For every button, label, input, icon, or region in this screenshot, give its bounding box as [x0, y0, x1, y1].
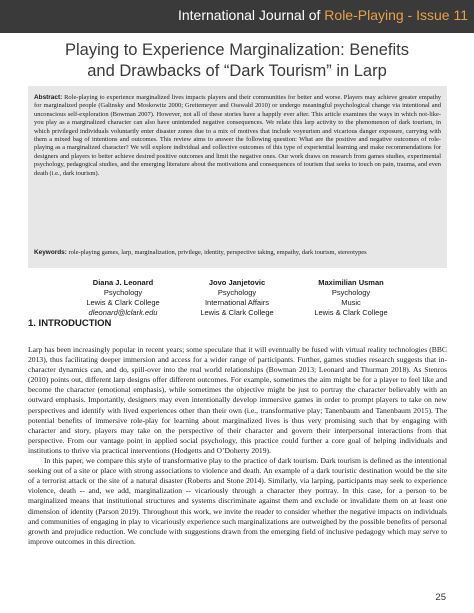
author-block-2	[172, 278, 302, 318]
author-email-link[interactable]: dleonard@lclark.edu	[88, 308, 158, 317]
abstract-box	[28, 86, 447, 268]
body-text	[28, 345, 447, 547]
keywords-label: Keywords:	[34, 249, 67, 256]
author-name: Diana J. Leonard	[92, 278, 154, 287]
journal-name: International Journal of	[177, 7, 321, 23]
author-block-3	[286, 278, 416, 318]
author-name: Maximilian Usman	[318, 278, 384, 287]
paper-title-line-2: and Drawbacks of “Dark Tourism” in Larp	[87, 62, 387, 80]
body-paragraph-1: Larp has been increasingly popular in recent years; some speculate that it will eventually be fused with virtual reality technologies (BBC 2013), thus facilitating deeper immersion and access for a wider range of participants. Further, games studies research suggests that in-character dynamics can, and do, spill-over into the real world relationships (Bowman 2013; Leonard and Thurman 2018). As Stenros (2010) points out, different larp designs offer different outcomes. For example, sometimes the aim might be for a player to feel like and become the character (emotional emphasis), while sometimes the objective might be just to portray the character believably with an outward emphasis. Importantly, designers may even intentionally develop immersive games in order to prompt players to take on new perspectives and identify with lived experiences other than their own (i.e., transformative play; Tanenbaum and Tanenbaum 2015). The potential benefits of immersive role-play for learning about marginalized lives is thus very promising such that by engaging with character and story, players may take on the perspective of their character and govern their interpersonal interactions from that perspective. From our vantage point in applied social psychology, this practice could further a core goal of helping individuals and institutions to thrive via practical interventions (Hodgetts and O’Doherty 2019).	[28, 345, 447, 455]
body-paragraph-2: In this paper, we compare this style of transformative play to the practice of dark tourism. Dark tourism is defined as the intentional seeking out of a site or place with strong associations to violence and death. An example of a dark touristic destination would be the site of a terrorist attack or the site of a natural disaster (Roberts and Stone 2014). Similarly, via larping, participants may seek to experience violence, death -- and, we add, marginalization -- vicariously through a character they portray. In this case, for a person to be marginalized means that institutional structures and systems discriminate against them and exclude or invalidate them on at least one dimension of identity (Parson 2019). Throughout this work, we invite the reader to consider whether the negative impacts on individuals and communities of engaging in play to vicariously experience such marginalizations are outweighed by the possible benefits of personal growth and prejudice reduction. We conclude with suggestions drawn from the emerging field of inclusive pedagogy which may serve to improve outcomes in this direction.	[28, 456, 447, 546]
section-heading: 1. INTRODUCTION	[28, 318, 112, 329]
keywords-text: role-playing games, larp, marginalization, privilege, identity, perspective taking, empathy, dark tourism, stereotypes	[68, 249, 367, 256]
author-department: Psychology	[331, 288, 371, 297]
paper-title-line-1: Playing to Experience Marginalization: Benefits	[65, 41, 409, 59]
abstract-label: Abstract:	[34, 94, 63, 101]
author-department: Psychology	[103, 288, 143, 297]
author-affiliation: Lewis & Clark College	[86, 298, 160, 307]
abstract-text: Role-playing to experience marginalized lives impacts players and their communities for better and worse. Players may achieve greater empathy for marginalized people (Galinsky and Moskowitz 2000; Greitemeyer and Osswald 2010) or undergo meaningful psychological change via intentional and unconscious self-exploration (Bowman 2007). However, not all of these stories have a happily ever after. This article examines the ways in which not-like-you play as a marginalized character can also have unintended negative consequences. We relate this larp activity to the phenomenon of dark tourism, in which privileged individuals voluntarily enter disaster zones due to a mix of motives that include voyeurism and vicarious danger exposure, carrying with them a mixed bag of intentions and outcomes. This review aims to answer the following question: What are the positive and negative outcomes of role-playing as a marginalized character? We will explore individual and collective outcomes of this type of experiential learning and make recommendations for designers and players to better achieve desired positive outcomes and limit the negative ones. Our work draws on research from games studies, experimental psychology, pedagogical studies, and the emerging literature about the motivations and consequences of tourism that seeks to touch on pain, trauma, and even death (i.e., dark tourism).	[34, 94, 442, 177]
author-institution: Lewis & Clark College	[200, 308, 274, 317]
journal-issue: Role-Playing - Issue 11	[324, 7, 468, 23]
paper-title	[20, 40, 454, 82]
author-name: Jovo Janjetovic	[208, 278, 266, 287]
journal-header-title	[178, 7, 468, 23]
author-affiliation: Music	[341, 298, 361, 307]
author-affiliation: International Affairs	[204, 298, 270, 307]
keywords	[34, 249, 441, 257]
journal-header-bar	[0, 0, 474, 33]
author-department: Psychology	[217, 288, 257, 297]
author-institution: Lewis & Clark College	[314, 308, 388, 317]
abstract	[34, 94, 441, 178]
page-number: 25	[435, 592, 446, 603]
author-block-1	[58, 278, 188, 318]
